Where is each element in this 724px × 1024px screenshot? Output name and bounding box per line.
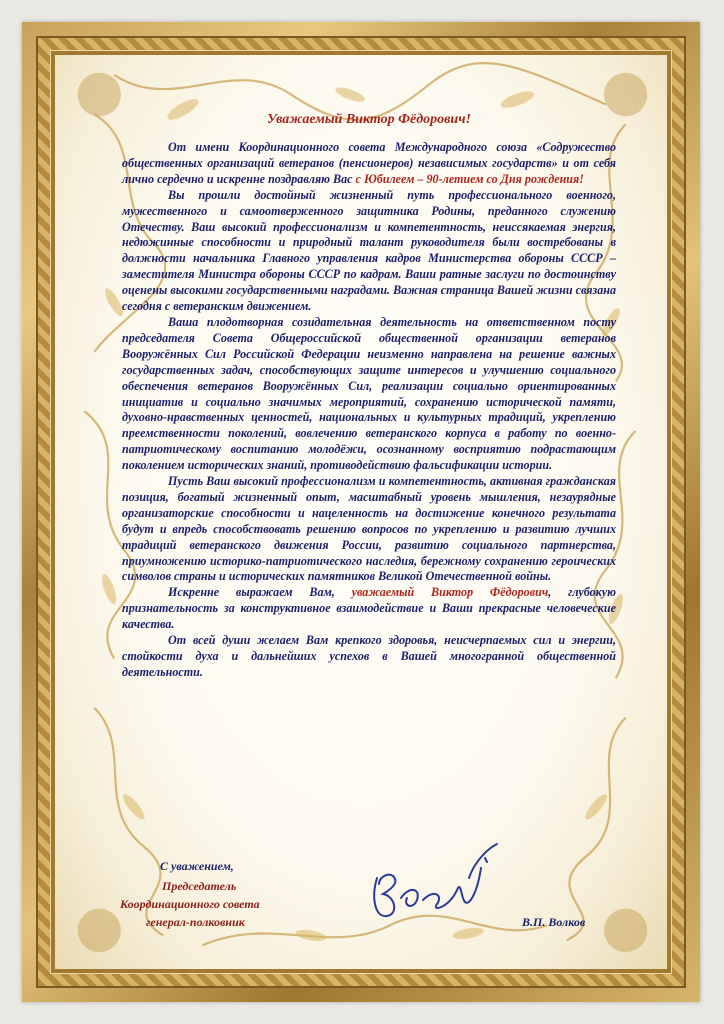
signature-position-2: Координационного совета bbox=[120, 897, 260, 911]
jubilee-highlight: с Юбилеем – 90-летием со Дня рождения! bbox=[355, 171, 584, 186]
paragraph-1-text: От имени Координационного совета Международного союза «Содружество общественных организаций ветеранов (пенсионеров) независимых государств» и от себя лично сердечно и искренне поздравляю Вас bbox=[122, 140, 616, 186]
signatory-name: В.П. Волков bbox=[522, 915, 586, 929]
paragraph-3: Ваша плодотворная созидательная деятельность на ответственном посту председателя Совета Общероссийской общественной организации ветеранов Вооружённых Сил Российской Федерации неизменно направлена на решение важных государственных задач, способствующих защите интересов и улучшению социального обеспечения ветеранов Вооружённых Сил, реализации социально ориентированных инициатив и социально значимых мероприятий, сохранению исторической памяти, духовно-нравственных ценностей, национальных и культурных традиций, укреплению преемственности поколений, вовлечению ветеранского корпуса в работу по военно-патриотическому воспитанию молодёжи, осознанному восприятию подрастающим поколением исторических знаний, противодействию фальсификации истории. bbox=[122, 314, 616, 473]
greeting-title: Уважаемый Виктор Фёдорович! bbox=[267, 112, 471, 127]
signature-regards: С уважением, bbox=[160, 859, 234, 873]
handwritten-signature-icon bbox=[365, 838, 525, 928]
addressee-highlight: уважаемый Виктор Фёдорович bbox=[351, 585, 549, 600]
paragraph-4: Пусть Ваш высокий профессионализм и компетентность, активная гражданская позиция, богатый жизненный опыт, масштабный уровень мышления, незаурядные организаторские способности и нацеленность на достижение конечного результата будут и впредь способствовать решению вопросов по укреплению и развитию лучших традиций ветеранского движения России, развитию социального партнерства, приумножению историко-патриотического наследия, бережному сохранению героических символов страны и исторических памятников Великой Отечественной войны. bbox=[122, 474, 616, 584]
signature-rank: генерал-полковник bbox=[146, 915, 245, 929]
paragraph-6: От всей души желаем Вам крепкого здоровья, неисчерпаемых сил и энергии, стойкости духа и дальнейших успехов в Вашей многогранной общественной деятельности. bbox=[122, 633, 616, 679]
paragraph-2: Вы прошли достойный жизненный путь профессионального военного, мужественного и самоотверженного защитника Родины, преданного служению Отечеству. Ваш высокий профессионализм и компетентность, неиссякаемая энергия, недюжинные способности и природный талант руководителя были востребованы в должности начальника Главного управления кадров Министерства обороны СССР – заместителя Министра обороны СССР по кадрам. Ваши ратные заслуги по достоинству оценены высокими государственными наградами. Важная страница Вашей жизни связана сегодня с ветеранским движением. bbox=[122, 187, 616, 314]
paragraph-5-start: Искренне выражаем Вам, bbox=[168, 585, 352, 600]
letter-body bbox=[122, 140, 616, 681]
signature-position-1: Председатель bbox=[162, 879, 237, 893]
paragraph-5-end: , глубокую признательность за конструктивное взаимодействие и Ваши прекрасные человеческие качества. bbox=[122, 585, 617, 632]
paragraph-1 bbox=[122, 140, 616, 188]
paragraph-5 bbox=[122, 585, 616, 633]
